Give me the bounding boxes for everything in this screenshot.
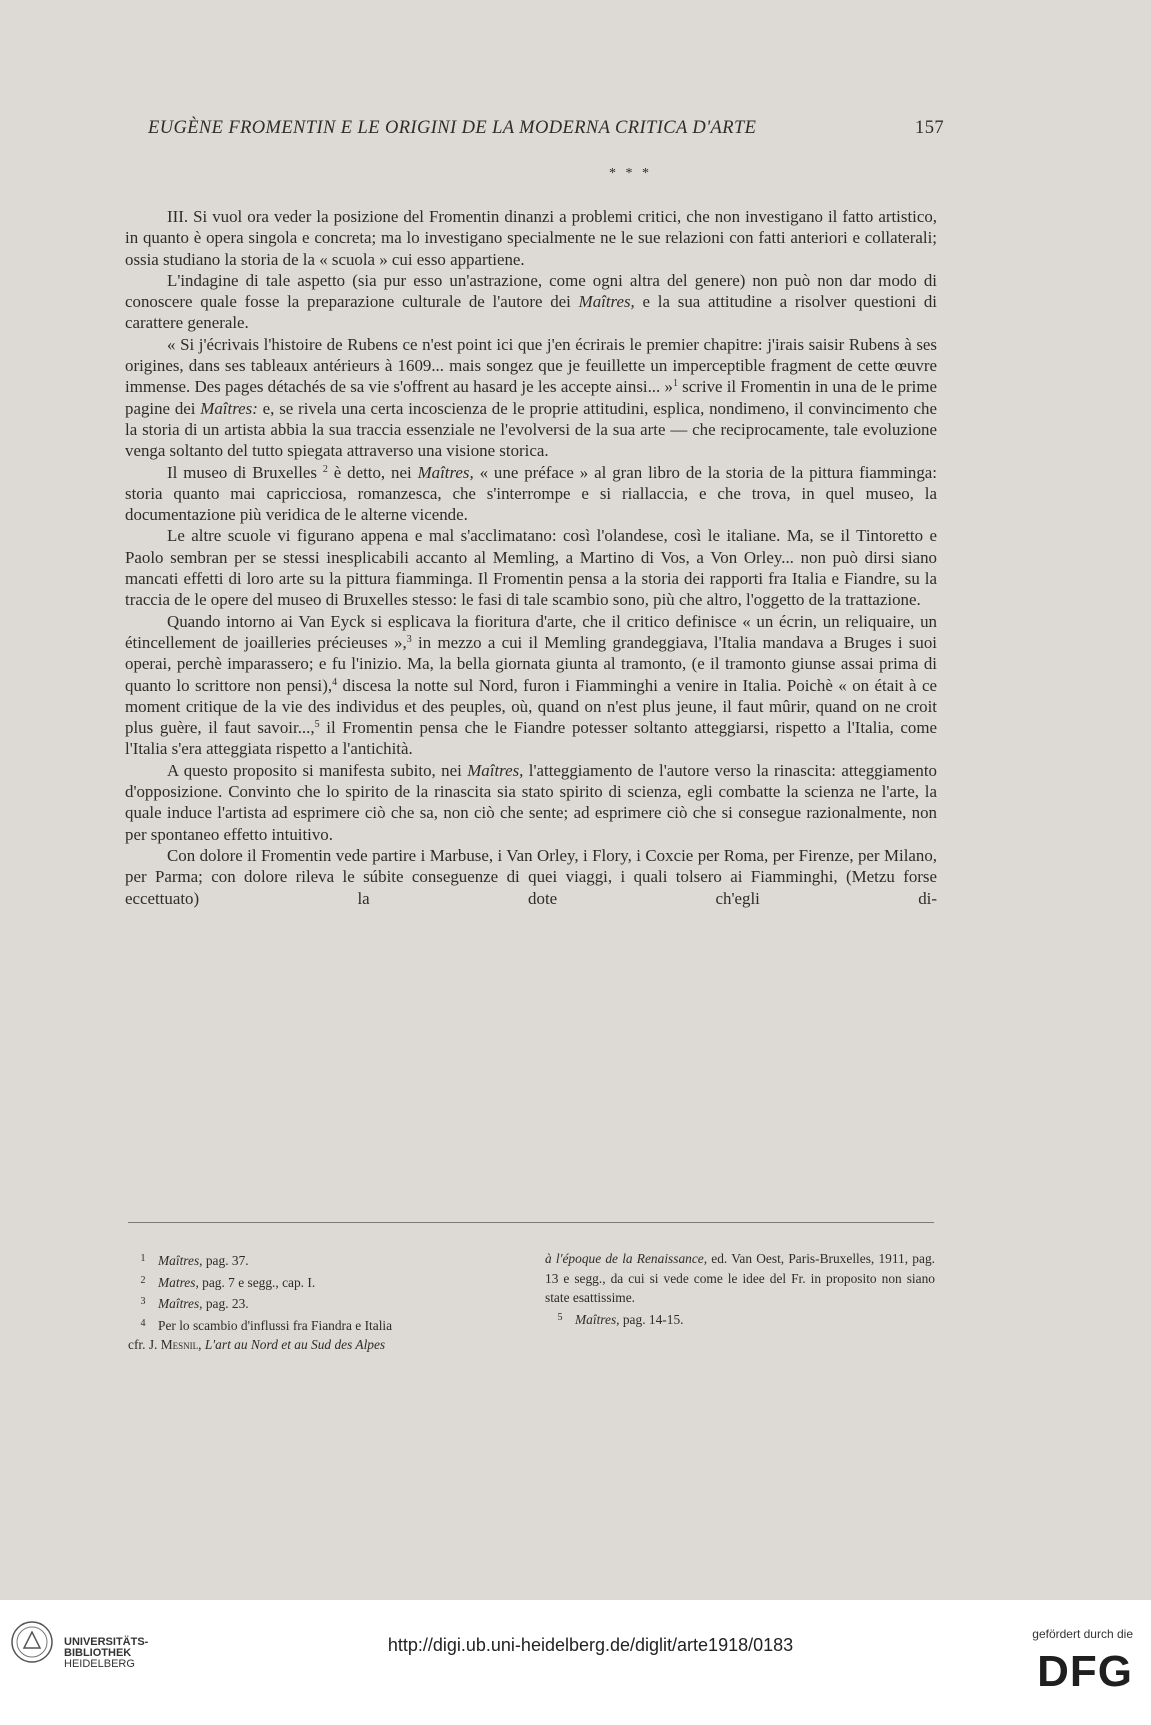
section-separator: * * * [609, 166, 652, 181]
paragraph: « Si j'écrivais l'histoire de Rubens ce n'est point ici que j'en écrirais le premier chapitre: j'irais saisir Rubens à ses origines, dans ses tableaux antérieurs à 1609... mais songez que je feuillette un imperceptible fragment de cette œuvre immense. Des pages détachés de sa vie s'offrent au hasard je les accepte ainsi... »$^1$ scrive il Fromentin in una de le prime pagine dei Maîtres: e, se rivela una certa incoscienza de le proprie attitudini, esplica, nondimeno, il convincimento che la storia di un artista abbia la sua traccia essenziale ne l'evolversi de la sua arte — che reciprocamente, tale evoluzione venga soltanto del tutto spiegata attraverso una visione storica. [125, 334, 937, 461]
footnote-ref: 5 [314, 719, 320, 731]
footnote: 1 Maîtres, pag. 37. [140, 1253, 249, 1268]
footnotes-right-column [545, 1249, 935, 1329]
viewer-footer [0, 1600, 1151, 1725]
footnote: 3 Maîtres, pag. 23. [140, 1296, 249, 1311]
paragraph: A questo proposito si manifesta subito, nei Maîtres, l'atteggiamento de l'autore verso la rinascita: atteggiamento d'opposizione. Convinto che lo spirito de la rinascita sia stato spirito di scienza, egli combatte la scienza ne l'arte, la quale induce l'artista ad esprimere ciò che sa, non ciò che sente; ad esprimere ciò che si consegue razionalmente, non per spontaneo effetto intuitivo. [125, 760, 937, 844]
footnote-rule [128, 1222, 934, 1223]
footnote: 2 Matres, pag. 7 e segg., cap. I. [140, 1274, 316, 1290]
source-url-link[interactable]: http://digi.ub.uni-heidelberg.de/diglit/arte1918/0183 [387, 1635, 794, 1655]
footnote-ref: 1 [672, 378, 678, 390]
running-header [148, 118, 944, 139]
footnote: 4 Per lo scambio d'influssi fra Fiandra e Italia [140, 1317, 393, 1333]
footnote-ref: 3 [406, 633, 412, 645]
funding-caption: gefördert durch die [1032, 1627, 1133, 1641]
footnote-ref: 2 [322, 463, 328, 475]
footnotes-left-column [128, 1249, 528, 1355]
body-text [125, 206, 937, 909]
dfg-logo: DFG [1037, 1647, 1133, 1696]
footnote-continuation: à l'époque de la Renaissance, ed. Van Oest, Paris-Bruxelles, 1911, pag. 13 e segg., da cui si vede come le idee del Fr. in proposito non siano state esattissime. [545, 1251, 935, 1305]
paragraph: III. Si vuol ora veder la posizione del Fromentin dinanzi a problemi critici, che non investigano il fatto artistico, in quanto è opera singola e concreta; ma lo investigano specialmente ne le sue relazioni con fatti anteriori e collaterali; ossia studiano la storia de la « scuola » cui esso appartiene. [125, 207, 937, 269]
footnote-continuation: cfr. J. Mesnil, L'art au Nord et au Sud des Alpes [128, 1337, 386, 1352]
running-title: EUGÈNE FROMENTIN E LE ORIGINI DE LA MODERNA CRITICA D'ARTE [148, 118, 757, 138]
paragraph: Le altre scuole vi figurano appena e mal s'acclimatano: così l'olandese, così le italiane. Ma, se il Tintoretto e Paolo sembran per se stessi inesplicabili accanto al Memling, a Martino di Vos, a Von Orley... non può dirsi siano mancati effetti di loro arte su la pittura fiamminga. Il Fromentin pensa a la storia dei rapporti fra Italia e Fiandre, su la traccia de le opere del museo di Bruxelles stesso: le fasi di tale scambio sono, più che altro, l'oggetto de la trattazione. [125, 526, 937, 610]
page-number: 157 [915, 118, 944, 138]
paragraph: Quando intorno ai Van Eyck si esplicava la fioritura d'arte, che il critico definisce « un écrin, un reliquaire, un étincellement de joailleries précieuses »,$^3$ in mezzo a cui il Memling grandeggiava, l'Italia mandava a Bruges i suoi operai, perchè imparassero; e fu l'inizio. Ma, la bella giornata giunta al tramonto, (e il tramonto giunse assai prima di quanto lo scrittore non pensi),$^4$ discesa la notte sul Nord, furon i Fiamminghi a venire in Italia. Poichè « on était à ce moment critique de la vie des individus et des peuples, où, quand on n'est plus jeune, il faut mûrir, quand on ne croit plus guère, il faut savoir...,$^5$ il Fromentin pensa che le Fiandre potesser soltanto atteggiarsi, rispetto a l'Italia, come l'Italia s'era atteggiata rispetto a l'antichità. [125, 611, 937, 759]
paragraph: Con dolore il Fromentin vede partire i Marbuse, i Van Orley, i Flory, i Coxcie per Roma, per Firenze, per Milano, per Parma; con dolore rileva le súbite conseguenze di quei viaggi, i quali tolsero ai Fiamminghi, (Metzu forse eccettuato) la dote ch'egli di- [125, 845, 937, 908]
library-name: UNIVERSITÄTS- BIBLIOTHEK HEIDELBERG [64, 1636, 149, 1670]
paragraph: L'indagine di tale aspetto (sia pur esso un'astrazione, come ogni altra del genere) non può non dar modo di conoscere quale fosse la preparazione culturale de l'autore dei Maîtres, e la sua attitudine a risolver questioni di carattere generale. [125, 270, 938, 333]
footnote: 5 Maîtres, pag. 14-15. [557, 1311, 684, 1327]
paragraph: Il museo di Bruxelles $^2$ è detto, nei Maîtres, « une préface » al gran libro de la storia de la pittura fiamminga: storia quanto mai capricciosa, romanzesca, che s'interrompe e si riallaccia, e che trova, in quel museo, la documentazione più veridica de le alterne vicende. [125, 462, 937, 525]
footnote-ref: 4 [332, 676, 338, 688]
